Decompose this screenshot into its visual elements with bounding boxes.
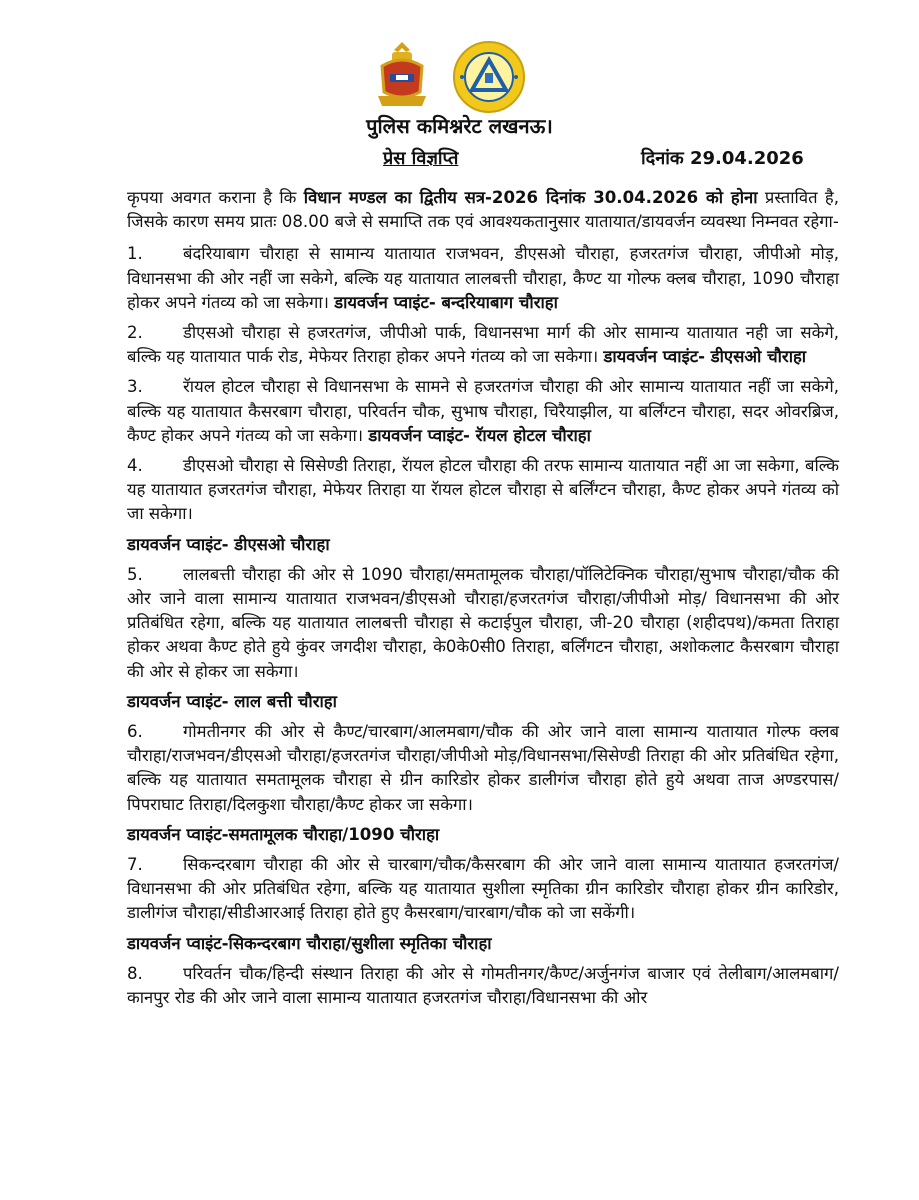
item-text: डीएसओ चौराहा से सिसेण्डी तिराहा, रॅायल होटल चौराहा की तरफ सामान्य यातायात नहीं आ जा सकेगा, बल्कि यह यातायात हजरतगंज चौराहा, मेफेयर तिराहा या रॅायल होटल चौराहा से बर्लिंग्टन चौराहा, कैण्ट होकर अपने गंतव्य को जा सकेगा।	[127, 456, 839, 524]
release-body	[127, 186, 839, 1016]
diversion-point: डायवर्जन प्वाइंट- रॅायल होटल चौराहा	[368, 425, 591, 445]
item-number: 7.	[127, 855, 143, 875]
list-item	[127, 242, 839, 315]
item-number: 2.	[127, 323, 143, 343]
diversion-point: डायवर्जन प्वाइंट- बन्दरियाबाग चौराहा	[334, 292, 558, 312]
list-item	[127, 454, 839, 527]
diversion-heading: डायवर्जन प्वाइंट-समतामूलक चौराहा/1090 चौराहा	[127, 824, 440, 844]
intro-paragraph	[127, 186, 839, 234]
item-number: 1.	[127, 244, 143, 264]
logo-group	[370, 40, 530, 120]
intro-session-highlight: विधान मण्डल का द्वितीय सत्र-2026 दिनांक 30.04.2026 को होना	[303, 188, 758, 207]
subheader-row	[0, 146, 919, 172]
intro-text-end: प्रस्तावित है, जिसके कारण समय प्रातः 08.00 बजे से समाप्ति तक एवं आवश्यकतानुसार यातायात/डायवर्जन व्यवस्था निम्नवत रहेगा-	[127, 188, 839, 232]
item-text: सिकन्दरबाग चौराहा की ओर से चारबाग/चौक/कैसरबाग की ओर जाने वाला सामान्य यातायात हजरतगंज/विधानसभा की ओर प्रतिबंधित रहेगा, बल्कि यह यातायात सुशीला स्मृतिका ग्रीन कारिडोर चौराहा होकर ग्रीन कारिडोर, डालीगंज चौराहा/सीडीआरआई तिराहा होते हुए कैसरबाग/चारबाग/चौक को जा सकेंगी।	[127, 855, 839, 923]
list-item	[127, 321, 839, 369]
press-release-label: प्रेस विज्ञप्ति	[383, 148, 459, 169]
intro-text-start: कृपया अवगत कराना है कि	[127, 188, 304, 207]
item-number: 3.	[127, 377, 143, 397]
item-text: बंदरियाबाग चौराहा से सामान्य यातायात राजभवन, डीएसओ चौराहा, हजरतगंज चौराहा, जीपीओ मोड़, विधानसभा की ओर नहीं जा सकेगे, बल्कि यह यातायात लालबत्ती चौराहा, कैण्ट या गोल्फ क्लब चौराहा, 1090 चौराहा होकर अपने गंतव्य को जा सकेगा।	[127, 244, 839, 312]
item-number: 4.	[127, 456, 143, 476]
diversion-heading: डायवर्जन प्वाइंट- लाल बत्ती चौराहा	[127, 691, 337, 711]
traffic-police-emblem-icon	[452, 40, 526, 114]
diversion-heading: डायवर्जन प्वाइंट-सिकन्दरबाग चौराहा/सुशीला स्मृतिका चौराहा	[127, 933, 492, 953]
diversion-point: डायवर्जन प्वाइंट- डीएसओ चौराहा	[603, 347, 807, 367]
list-item	[127, 853, 839, 926]
item-text: लालबत्ती चौराहा की ओर से 1090 चौराहा/समतामूलक चौराहा/पॉलिटेक्निक चौराहा/सुभाष चौराहा/चौक की ओर जाने वाला सामान्य यातायात राजभवन/डीएसओ चौराहा/हजरतगंज चौराहा/जीपीओ मोड़/ विधानसभा की ओर प्रतिबंधित रहेगा, बल्कि यह यातायात लालबत्ती चौराहा से कटाईपुल चौराहा, जी-20 चौराहा (शहीदपथ)/कमता तिराहा होकर अथवा कैण्ट होते हुये कुंवर जगदीश चौराहा, के0के0सी0 तिराहा, बर्लिंगटन चौराहा, अशोकलाट कैसरबाग चौराहा की ओर से होकर जा सकेगा।	[127, 564, 839, 681]
item-number: 8.	[127, 963, 143, 983]
item-text: परिवर्तन चौक/हिन्दी संस्थान तिराहा की ओर से गोमतीनगर/कैण्ट/अर्जुनगंज बाजार एवं तेलीबाग/आलमबाग/कानपुर रोड की ओर जाने वाला सामान्य यातायात हजरतगंज चौराहा/विधानसभा की ओर	[127, 963, 839, 1008]
release-date: दिनांक 29.04.2026	[641, 148, 804, 169]
item-number: 6.	[127, 722, 143, 742]
item-text: रॅायल होटल चौराहा से विधानसभा के सामने से हजरतगंज चौराहा की ओर सामान्य यातायात नहीं जा सकेगे, बल्कि यह यातायात कैसरबाग चौराहा, परिवर्तन चौक, सुभाष चौराहा, चिरैयाझील, या बर्लिंग्टन चौराहा, सदर ओवरब्रिज, कैण्ट होकर अपने गंतव्य को जा सकेगा।	[127, 377, 839, 445]
diversion-heading: डायवर्जन प्वाइंट- डीएसओ चौराहा	[127, 534, 330, 554]
list-item	[127, 375, 839, 448]
item-number: 5.	[127, 564, 143, 584]
list-item	[127, 720, 839, 817]
list-item	[127, 962, 839, 1010]
item-text: डीएसओ चौराहा से हजरतगंज, जीपीओ पार्क, विधानसभा मार्ग की ओर सामान्य यातायात नही जा सकेगे, बल्कि यह यातायात पार्क रोड, मेफेयर तिराहा होकर अपने गंतव्य को जा सकेगा।	[127, 323, 839, 367]
item-text: गोमतीनगर की ओर से कैण्ट/चारबाग/आलमबाग/चौक की ओर जाने वाला सामान्य यातायात गोल्फ क्लब चौराहा/राजभवन/डीएसओ चौराहा/हजरतगंज चौराहा/जीपीओ मोड़/विधानसभा/सिसेण्डी तिराहा की ओर प्रतिबंधित रहेगा, बल्कि यह यातायात समतामूलक चौराहा से ग्रीन कारिडोर होकर डालीगंज चौराहा होते हुये अथवा ताज अण्डरपास/पिपराघाट तिराहा/दिलकुशा चौराहा/कैण्ट होकर जा सकेगा।	[127, 722, 839, 814]
up-police-emblem-icon	[370, 40, 434, 114]
org-title: पुलिस कमिश्नरेट लखनऊ।	[366, 114, 553, 138]
list-item	[127, 563, 839, 684]
